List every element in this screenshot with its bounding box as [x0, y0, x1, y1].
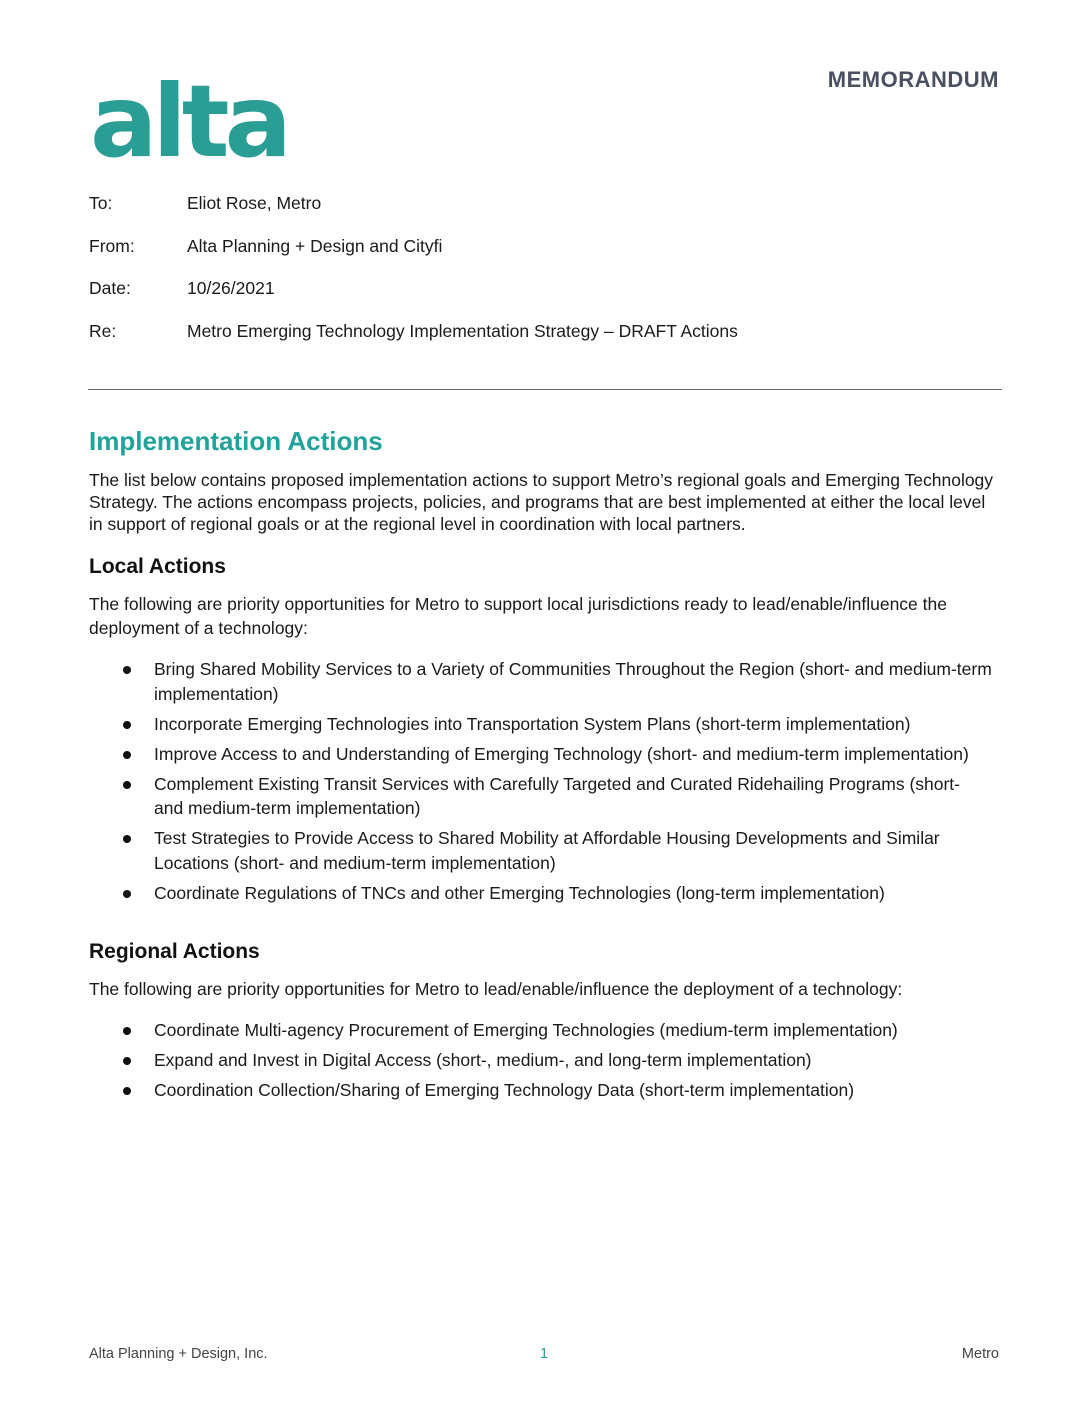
local-actions-intro: The following are priority opportunities for Metro to support local jurisdictions ready to lead/enable/influence the deployment of a technology: [89, 594, 947, 638]
list-item [89, 712, 994, 737]
list-item [89, 772, 994, 821]
bullet-icon [123, 751, 131, 759]
list-item-text: Incorporate Emerging Technologies into Transportation System Plans (short-term implementation) [154, 713, 911, 734]
list-item [89, 657, 994, 706]
bullet-icon [123, 721, 131, 729]
list-item-text: Bring Shared Mobility Services to a Variety of Communities Throughout the Region (short- and medium-term implementation) [154, 659, 992, 704]
header-value: Metro Emerging Technology Implementation Strategy – DRAFT Actions [187, 320, 738, 341]
footer-client: Metro [961, 1346, 999, 1362]
bullet-icon [123, 1027, 131, 1035]
header-key: From: [89, 235, 135, 256]
header-row-re [89, 321, 738, 364]
list-item-text: Coordinate Regulations of TNCs and other Emerging Technologies (long-term implementation) [154, 882, 885, 903]
list-item [89, 1048, 994, 1073]
regional-actions-heading: Regional Actions [89, 940, 260, 963]
regional-actions-list [89, 1018, 994, 1108]
section-title: Implementation Actions [89, 426, 383, 456]
header-row-date [89, 278, 738, 321]
list-item-text: Complement Existing Transit Services with Carefully Targeted and Curated Ridehailing Programs (short- and medium-term implementation) [154, 773, 960, 818]
list-item-text: Test Strategies to Provide Access to Shared Mobility at Affordable Housing Developments and Similar Locations (short- and medium-term implementation) [154, 828, 940, 873]
bullet-icon [123, 666, 131, 674]
page-number: 1 [540, 1346, 549, 1362]
local-actions-list [89, 657, 994, 911]
header-key: To: [89, 193, 113, 213]
list-item [89, 881, 994, 906]
header-divider [88, 389, 1002, 390]
list-item [89, 1078, 994, 1103]
section-intro: The list below contains proposed implementation actions to support Metro’s regional goals and Emerging Technology Strategy. The actions encompass projects, policies, and programs that are best implemented at either the local level in support of regional goals or at the regional level in coordination with local partners. [89, 470, 994, 534]
list-item [89, 1018, 994, 1043]
header-value: 10/26/2021 [187, 278, 275, 298]
list-item-text: Expand and Invest in Digital Access (short-, medium-, and long-term implementation) [154, 1050, 812, 1070]
list-item-text: Improve Access to and Understanding of Emerging Technology (short- and medium-term implementation) [154, 743, 969, 764]
memo-header [89, 193, 738, 363]
local-actions-heading: Local Actions [89, 555, 226, 578]
regional-actions-intro: The following are priority opportunities for Metro to lead/enable/influence the deployment of a technology: [89, 979, 903, 999]
footer-company: Alta Planning + Design, Inc. [89, 1346, 268, 1362]
alta-logo: alta [90, 63, 288, 180]
list-item-text: Coordinate Multi-agency Procurement of Emerging Technologies (medium-term implementation) [154, 1020, 898, 1040]
header-key: Date: [89, 278, 131, 298]
header-value: Alta Planning + Design and Cityfi [187, 235, 443, 256]
header-value: Eliot Rose, Metro [187, 193, 322, 213]
bullet-icon [123, 1087, 131, 1095]
list-item-text: Coordination Collection/Sharing of Emerging Technology Data (short-term implementation) [154, 1080, 855, 1100]
header-key: Re: [89, 320, 117, 341]
header-row-from [89, 236, 738, 279]
header-row-to [89, 193, 738, 236]
bullet-icon [123, 835, 131, 843]
bullet-icon [123, 890, 131, 898]
bullet-icon [123, 1057, 131, 1065]
list-item [89, 826, 994, 875]
memorandum-label: MEMORANDUM [827, 67, 999, 92]
list-item [89, 742, 994, 767]
bullet-icon [123, 781, 131, 789]
